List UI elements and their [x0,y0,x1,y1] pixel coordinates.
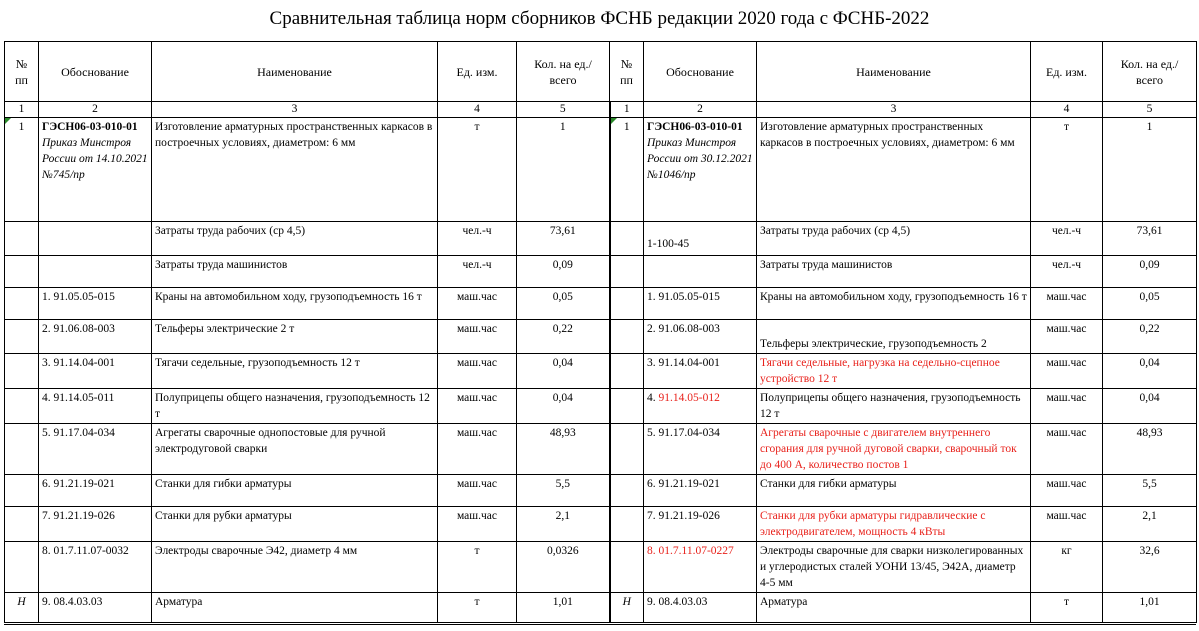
resource-unit: маш.час [438,475,517,507]
resource-qty: 2,1 [1103,507,1197,542]
resource-code: 1. 91.05.05-015 [39,288,152,320]
resource-qty: 48,93 [1103,424,1197,475]
header-basis: Обоснование [39,42,152,102]
row-number [610,256,644,288]
row-number [610,222,644,256]
resource-qty: 1,01 [517,593,610,623]
header-unit: Ед. изм. [438,42,517,102]
changed-resource-name: Агрегаты сварочные с двигателем внутреннего сгорания для ручной дуговой сварки, сварочный ток до 400 А, количество постов 1 [757,424,1031,475]
norm-name: Изготовление арматурных пространственных каркасов в построечных условиях, диаметром: 6 мм [152,118,438,222]
row-number [610,507,644,542]
resource-qty: 0,22 [517,320,610,354]
resource-unit: кг [1031,542,1103,593]
resource-unit: чел.-ч [1031,222,1103,256]
header-name: Наименование [152,42,438,102]
norm-code: ГЭСН06-03-010-01 [647,121,743,133]
resource-code: 4. 91.14.05-011 [39,389,152,424]
resource-name: Станки для рубки арматуры [152,507,438,542]
norm-unit: т [1031,118,1103,222]
resource-code: 6. 91.21.19-021 [644,475,757,507]
cell-marker [611,118,617,124]
resource-name: Электроды сварочные для сварки низколегированных и углеродистых сталей УОНИ 13/45, Э42А, диаметр 4-5 мм [757,542,1031,593]
column-number: 5 [1103,102,1197,118]
norm-name: Изготовление арматурных пространственных каркасов в построечных условиях, диаметром: 6 мм [757,118,1031,222]
header-num: № пп [5,42,39,102]
row-number [610,389,644,424]
row-number [5,256,39,288]
column-number: 5 [517,102,610,118]
resource-code: 5. 91.17.04-034 [644,424,757,475]
resource-name: Электроды сварочные Э42, диаметр 4 мм [152,542,438,593]
changed-resource-code: 8. 01.7.11.07-0227 [644,542,757,593]
norm-code: ГЭСН06-03-010-01 [42,121,138,133]
resource-unit: маш.час [438,507,517,542]
cell-marker [5,118,11,124]
row-number [5,320,39,354]
resource-code [39,222,152,256]
resource-name: Затраты труда рабочих (ср 4,5) [757,222,1031,256]
resource-name: Тельферы электрические, грузоподъемность 2 [757,320,1031,354]
resource-unit: т [438,542,517,593]
column-number: 2 [39,102,152,118]
resource-code: 7. 91.21.19-026 [644,507,757,542]
row-number [5,507,39,542]
resource-code [39,256,152,288]
resource-row [5,389,1197,424]
row-number [5,389,39,424]
row-number: Н [5,593,39,623]
row-number [610,475,644,507]
resource-qty: 32,6 [1103,542,1197,593]
resource-qty: 0,0326 [517,542,610,593]
resource-code: 1-100-45 [644,222,757,256]
norm-qty: 1 [517,118,610,222]
header-row [5,42,1197,102]
column-number: 4 [1031,102,1103,118]
resource-unit: чел.-ч [438,256,517,288]
changed-resource-name: Тягачи седельные, нагрузка на седельно-сцепное устройство 12 т [757,354,1031,389]
norm-order: Приказ Минстроя России от 14.10.2021 №745/пр [42,137,148,181]
resource-name: Краны на автомобильном ходу, грузоподъемность 16 т [152,288,438,320]
comparison-table [4,41,1197,623]
resource-code [644,389,757,424]
resource-code: 7. 91.21.19-026 [39,507,152,542]
norm-basis-cell [644,118,757,222]
row-number [610,354,644,389]
resource-unit: маш.час [1031,424,1103,475]
resource-qty: 5,5 [517,475,610,507]
row-number [5,288,39,320]
resource-unit: т [1031,593,1103,623]
row-number [610,320,644,354]
resource-name: Затраты труда машинистов [757,256,1031,288]
resource-code: 9. 08.4.03.03 [39,593,152,623]
main-norm-row [5,118,1197,222]
resource-name: Затраты труда машинистов [152,256,438,288]
resource-name: Тельферы электрические 2 т [152,320,438,354]
resource-qty: 5,5 [1103,475,1197,507]
resource-qty: 0,09 [517,256,610,288]
row-number [5,424,39,475]
resource-row [5,593,1197,623]
norm-basis-cell [39,118,152,222]
resource-unit: маш.час [438,389,517,424]
resource-code: 6. 91.21.19-021 [39,475,152,507]
resource-row [5,354,1197,389]
resource-name: Арматура [757,593,1031,623]
resource-name: Краны на автомобильном ходу, грузоподъемность 16 т [757,288,1031,320]
changed-resource-name: Станки для рубки арматуры гидравлические с электродвигателем, мощность 4 кВты [757,507,1031,542]
header-unit: Ед. изм. [1031,42,1103,102]
resource-name: Затраты труда рабочих (ср 4,5) [152,222,438,256]
resource-code: 2. 91.06.08-003 [644,320,757,354]
resource-name: Тягачи седельные, грузоподъемность 12 т [152,354,438,389]
resource-code: 3. 91.14.04-001 [39,354,152,389]
column-number: 3 [152,102,438,118]
resource-qty: 0,04 [1103,354,1197,389]
column-number: 1 [610,102,644,118]
resource-code: 2. 91.06.08-003 [39,320,152,354]
resource-unit: маш.час [438,320,517,354]
resource-name: Арматура [152,593,438,623]
resource-unit: маш.час [438,288,517,320]
resource-code: 8. 01.7.11.07-0032 [39,542,152,593]
header-num: № пп [610,42,644,102]
resource-name: Станки для гибки арматуры [152,475,438,507]
row-number [610,424,644,475]
resource-code-prefix: 4. [647,392,659,404]
resource-qty: 0,05 [517,288,610,320]
header-qty: Кол. на ед./ всего [517,42,610,102]
resource-qty: 0,22 [1103,320,1197,354]
resource-row [5,507,1197,542]
column-number-row [5,102,1197,118]
norm-order: Приказ Минстроя России от 30.12.2021 №1046/пр [647,137,753,181]
resource-qty: 0,04 [1103,389,1197,424]
resource-name: Полуприцепы общего назначения, грузоподъемность 12 т [757,389,1031,424]
page-title: Сравнительная таблица норм сборников ФСНБ редакции 2020 года с ФСНБ-2022 [269,8,930,29]
resource-qty: 73,61 [517,222,610,256]
resource-row [5,256,1197,288]
resource-code: 1. 91.05.05-015 [644,288,757,320]
row-number: Н [610,593,644,623]
resource-unit: маш.час [1031,320,1103,354]
resource-unit: маш.час [1031,288,1103,320]
resource-row [5,222,1197,256]
row-number [610,288,644,320]
resource-qty: 1,01 [1103,593,1197,623]
row-number [5,542,39,593]
norm-qty: 1 [1103,118,1197,222]
header-basis: Обоснование [644,42,757,102]
resource-qty: 0,05 [1103,288,1197,320]
resource-code [644,256,757,288]
column-number: 3 [757,102,1031,118]
resource-unit: маш.час [1031,507,1103,542]
resource-row [5,288,1197,320]
row-number [5,222,39,256]
resource-name: Агрегаты сварочные однопостовые для ручной электродуговой сварки [152,424,438,475]
resource-name: Полуприцепы общего назначения, грузоподъемность 12 т [152,389,438,424]
resource-code: 3. 91.14.04-001 [644,354,757,389]
resource-row [5,320,1197,354]
resource-qty: 73,61 [1103,222,1197,256]
resource-unit: маш.час [1031,389,1103,424]
resource-unit: маш.час [438,424,517,475]
resource-code: 5. 91.17.04-034 [39,424,152,475]
resource-unit: чел.-ч [1031,256,1103,288]
resource-unit: маш.час [1031,354,1103,389]
resource-qty: 0,04 [517,354,610,389]
row-number [5,475,39,507]
resource-row [5,424,1197,475]
row-number: 1 [610,118,644,222]
resource-unit: маш.час [1031,475,1103,507]
norm-unit: т [438,118,517,222]
header-qty: Кол. на ед./ всего [1103,42,1197,102]
resource-qty: 2,1 [517,507,610,542]
resource-qty: 0,04 [517,389,610,424]
row-number: 1 [5,118,39,222]
column-number: 4 [438,102,517,118]
changed-resource-code: 91.14.05-012 [658,392,720,404]
resource-row [5,542,1197,593]
resource-code: 9. 08.4.03.03 [644,593,757,623]
resource-qty: 48,93 [517,424,610,475]
resource-unit: чел.-ч [438,222,517,256]
resource-unit: т [438,593,517,623]
resource-row [5,475,1197,507]
header-name: Наименование [757,42,1031,102]
resource-name: Станки для гибки арматуры [757,475,1031,507]
resource-qty: 0,09 [1103,256,1197,288]
column-number: 2 [644,102,757,118]
resource-unit: маш.час [438,354,517,389]
column-number: 1 [5,102,39,118]
row-number [5,354,39,389]
row-number [610,542,644,593]
